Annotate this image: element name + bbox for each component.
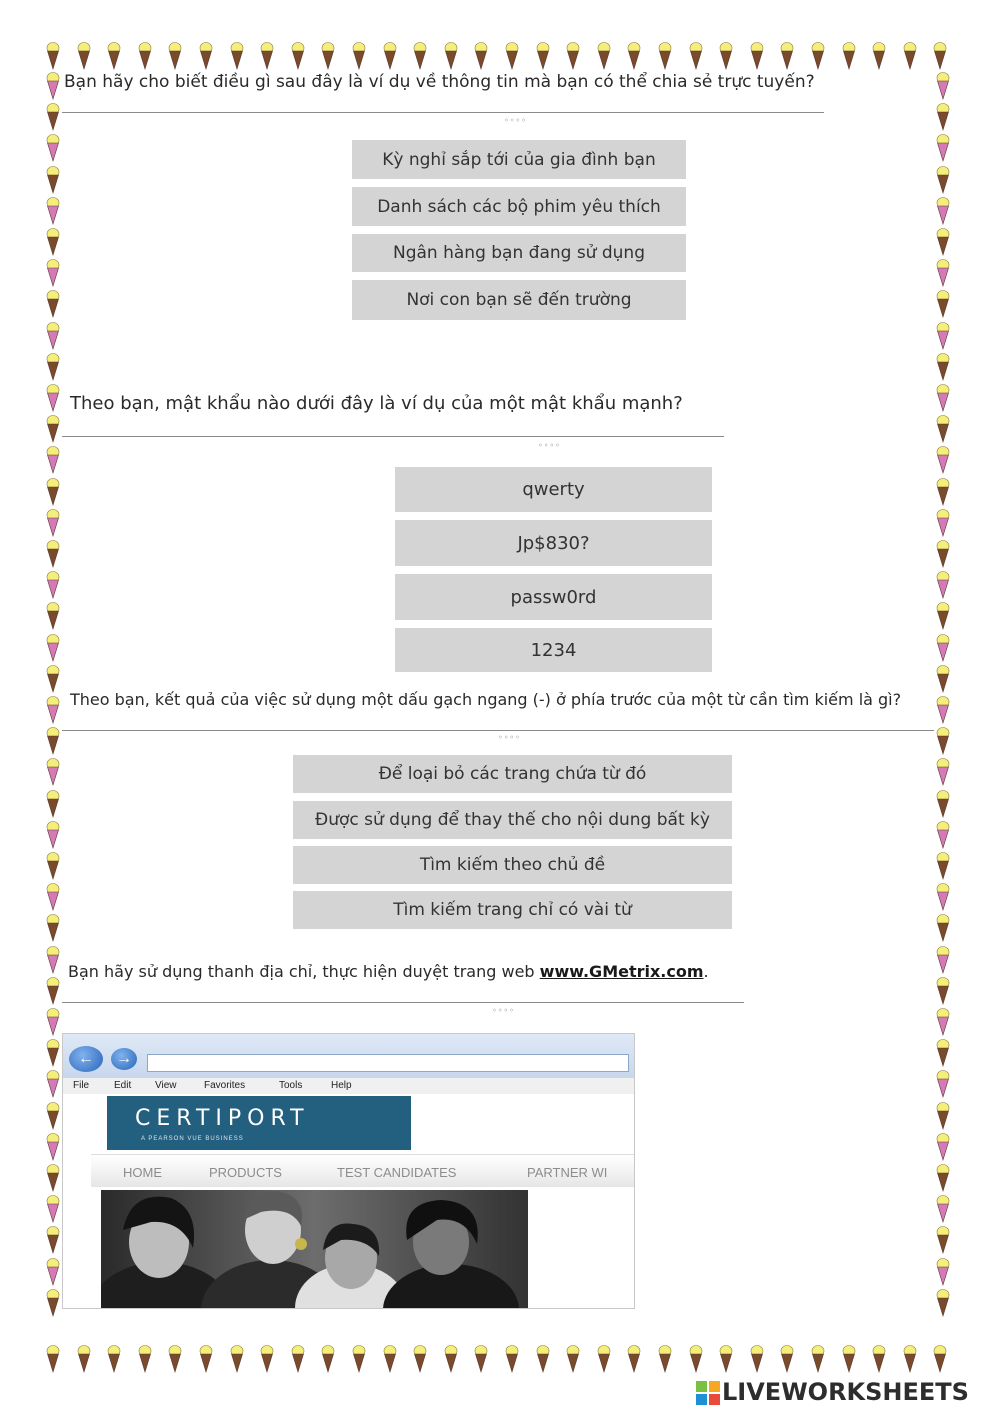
ice-cream-cone-icon [260, 42, 274, 70]
ice-cream-cone-icon [291, 42, 305, 70]
question-4-suffix: . [703, 962, 709, 981]
ice-cream-cone-icon [474, 1345, 488, 1373]
ice-cream-cone-icon [936, 1195, 950, 1223]
ice-cream-cone-icon [505, 42, 519, 70]
question-2-answer-line [62, 436, 724, 437]
ice-cream-cone-icon [936, 415, 950, 443]
ice-cream-cone-icon [936, 727, 950, 755]
question-2-option-3[interactable]: passw0rd [395, 574, 712, 620]
ice-cream-cone-icon [383, 42, 397, 70]
menu-help[interactable]: Help [331, 1080, 352, 1091]
ice-cream-cone-icon [46, 1258, 60, 1286]
ice-cream-cone-icon [46, 852, 60, 880]
question-3-option-3[interactable]: Tìm kiếm theo chủ đề [293, 846, 732, 884]
ice-cream-cone-icon [936, 166, 950, 194]
ice-cream-cone-icon [936, 478, 950, 506]
ice-cream-cone-icon [936, 540, 950, 568]
ice-cream-cone-icon [46, 259, 60, 287]
ice-cream-cone-icon [936, 1102, 950, 1130]
ice-cream-cone-icon [811, 1345, 825, 1373]
ice-cream-cone-icon [168, 1345, 182, 1373]
ice-cream-cone-icon [936, 197, 950, 225]
question-1-option-3[interactable]: Ngân hàng bạn đang sử dụng [352, 234, 686, 272]
ice-cream-cone-icon [46, 509, 60, 537]
ice-cream-cone-icon [46, 1195, 60, 1223]
ice-cream-cone-icon [474, 42, 488, 70]
ice-cream-cone-icon [46, 914, 60, 942]
ice-cream-cone-icon [230, 42, 244, 70]
ice-cream-cone-icon [46, 322, 60, 350]
ice-cream-cone-icon [936, 852, 950, 880]
ice-cream-cone-icon [46, 166, 60, 194]
ice-cream-cone-icon [46, 1070, 60, 1098]
ice-cream-cone-icon [936, 696, 950, 724]
ice-cream-cone-icon [199, 42, 213, 70]
ice-cream-cone-icon [77, 1345, 91, 1373]
ice-cream-cone-icon [46, 727, 60, 755]
ice-cream-cone-icon [627, 1345, 641, 1373]
ice-cream-cone-icon [842, 42, 856, 70]
ice-cream-cone-icon [936, 821, 950, 849]
nav-home[interactable]: HOME [123, 1165, 162, 1180]
ice-cream-cone-icon [46, 602, 60, 630]
ice-cream-cone-icon [230, 1345, 244, 1373]
question-3-answer-line [62, 730, 934, 731]
ice-cream-cone-icon [46, 758, 60, 786]
ice-cream-cone-icon [46, 1164, 60, 1192]
ice-cream-cone-icon [566, 42, 580, 70]
question-2-option-1[interactable]: qwerty [395, 467, 712, 512]
ice-cream-cone-icon [842, 1345, 856, 1373]
ice-cream-cone-icon [46, 1039, 60, 1067]
nav-partner[interactable]: PARTNER WI [527, 1165, 608, 1180]
question-1-option-4[interactable]: Nơi con bạn sẽ đến trường [352, 280, 686, 320]
ice-cream-cone-icon [936, 290, 950, 318]
ice-cream-cone-icon [719, 1345, 733, 1373]
menu-view[interactable]: View [155, 1080, 177, 1091]
ice-cream-cone-icon [933, 42, 947, 70]
ice-cream-cone-icon [658, 1345, 672, 1373]
ice-cream-cone-icon [321, 1345, 335, 1373]
ice-cream-cone-icon [46, 1102, 60, 1130]
ice-cream-cone-icon [536, 1345, 550, 1373]
ice-cream-cone-icon [566, 1345, 580, 1373]
ice-cream-cone-icon [597, 42, 611, 70]
question-2-dots: ◦◦◦◦ [538, 441, 561, 450]
ice-cream-cone-icon [168, 42, 182, 70]
certiport-logo: CERTIPORT A PEARSON VUE BUSINESS [107, 1096, 411, 1150]
ice-cream-cone-icon [46, 634, 60, 662]
menu-tools[interactable]: Tools [279, 1080, 303, 1091]
ice-cream-cone-icon [936, 1164, 950, 1192]
ice-cream-cone-icon [903, 1345, 917, 1373]
ice-cream-cone-icon [46, 72, 60, 100]
ice-cream-cone-icon [46, 134, 60, 162]
ice-cream-cone-icon [46, 1226, 60, 1254]
ice-cream-cone-icon [933, 1345, 947, 1373]
ice-cream-cone-icon [199, 1345, 213, 1373]
ice-cream-cone-icon [444, 1345, 458, 1373]
ice-cream-cone-icon [936, 977, 950, 1005]
ice-cream-cone-icon [46, 478, 60, 506]
ice-cream-cone-icon [936, 758, 950, 786]
ice-cream-cone-icon [46, 790, 60, 818]
ice-cream-cone-icon [46, 883, 60, 911]
ice-cream-cone-icon [260, 1345, 274, 1373]
question-2-text: Theo bạn, mật khẩu nào dưới đây là ví dụ của một mật khẩu mạnh? [70, 393, 683, 414]
question-4-answer-line [62, 1002, 744, 1003]
liveworksheets-logo-text: LIVEWORKSHEETS [722, 1378, 969, 1406]
question-1-answer-line [62, 112, 824, 113]
ice-cream-cone-icon [903, 42, 917, 70]
ice-cream-cone-icon [936, 914, 950, 942]
forward-arrow-icon[interactable]: → [111, 1048, 137, 1070]
ice-cream-cone-icon [46, 103, 60, 131]
ice-cream-cone-icon [811, 42, 825, 70]
ice-cream-cone-icon [107, 1345, 121, 1373]
question-3-option-2[interactable]: Được sử dụng để thay thế cho nội dung bất kỳ [293, 801, 732, 839]
ice-cream-cone-icon [936, 571, 950, 599]
ice-cream-cone-icon [46, 1289, 60, 1317]
ice-cream-cone-icon [936, 446, 950, 474]
ice-cream-cone-icon [505, 1345, 519, 1373]
question-1-option-1[interactable]: Kỳ nghỉ sắp tới của gia đình bạn [352, 140, 686, 179]
liveworksheets-logo [696, 1376, 992, 1408]
ice-cream-cone-icon [46, 353, 60, 381]
ice-cream-cone-icon [936, 1133, 950, 1161]
nav-products[interactable]: PRODUCTS [209, 1165, 282, 1180]
question-3-option-1[interactable]: Để loại bỏ các trang chứa từ đó [293, 755, 732, 793]
menu-favorites[interactable]: Favorites [204, 1080, 246, 1091]
ice-cream-cone-icon [750, 42, 764, 70]
ice-cream-cone-icon [46, 821, 60, 849]
back-arrow-icon[interactable]: ← [69, 1046, 103, 1072]
question-1-dots: ◦◦◦◦ [504, 116, 527, 125]
ice-cream-cone-icon [138, 42, 152, 70]
ice-cream-cone-icon [46, 1008, 60, 1036]
ice-cream-cone-icon [321, 42, 335, 70]
question-3-text: Theo bạn, kết quả của việc sử dụng một dấu gạch ngang (-) ở phía trước của một từ cần tìm kiếm là gì? [70, 690, 902, 709]
ice-cream-cone-icon [936, 790, 950, 818]
site-navigation [91, 1154, 634, 1187]
ice-cream-cone-icon [750, 1345, 764, 1373]
ice-cream-cone-icon [936, 72, 950, 100]
ice-cream-cone-icon [291, 1345, 305, 1373]
liveworksheets-logo-icon [696, 1381, 720, 1405]
ice-cream-cone-icon [936, 322, 950, 350]
question-2-option-4[interactable]: 1234 [395, 628, 712, 672]
students-photo [101, 1190, 528, 1308]
ice-cream-cone-icon [936, 353, 950, 381]
ice-cream-cone-icon [719, 42, 733, 70]
ice-cream-cone-icon [936, 509, 950, 537]
ice-cream-cone-icon [46, 290, 60, 318]
ice-cream-cone-icon [46, 197, 60, 225]
ice-cream-cone-icon [444, 42, 458, 70]
ice-cream-cone-icon [383, 1345, 397, 1373]
ice-cream-cone-icon [936, 883, 950, 911]
ice-cream-cone-icon [46, 42, 60, 70]
ice-cream-cone-icon [46, 384, 60, 412]
ice-cream-cone-icon [536, 42, 550, 70]
question-1-option-2[interactable]: Danh sách các bộ phim yêu thích [352, 187, 686, 226]
ice-cream-cone-icon [46, 696, 60, 724]
ice-cream-cone-icon [936, 1039, 950, 1067]
browser-menubar [63, 1078, 634, 1094]
ice-cream-cone-icon [46, 977, 60, 1005]
ice-cream-cone-icon [46, 540, 60, 568]
ice-cream-cone-icon [936, 1258, 950, 1286]
browser-toolbar [63, 1034, 634, 1078]
ice-cream-cone-icon [936, 103, 950, 131]
ice-cream-cone-icon [413, 42, 427, 70]
browser-screenshot [62, 1033, 635, 1309]
ice-cream-cone-icon [936, 665, 950, 693]
ice-cream-cone-icon [352, 1345, 366, 1373]
ice-cream-cone-icon [936, 634, 950, 662]
ice-cream-cone-icon [689, 1345, 703, 1373]
question-3-option-4[interactable]: Tìm kiếm trang chỉ có vài từ [293, 891, 732, 929]
ice-cream-cone-icon [936, 946, 950, 974]
ice-cream-cone-icon [46, 228, 60, 256]
ice-cream-cone-icon [936, 228, 950, 256]
ice-cream-cone-icon [77, 42, 91, 70]
ice-cream-cone-icon [46, 415, 60, 443]
ice-cream-cone-icon [936, 1070, 950, 1098]
ice-cream-cone-icon [138, 1345, 152, 1373]
ice-cream-cone-icon [107, 42, 121, 70]
ice-cream-cone-icon [780, 1345, 794, 1373]
ice-cream-cone-icon [780, 42, 794, 70]
address-bar[interactable] [147, 1054, 629, 1072]
ice-cream-cone-icon [936, 259, 950, 287]
gmetrix-link[interactable]: www.GMetrix.com [539, 962, 704, 981]
question-2-option-2[interactable]: Jp$830? [395, 520, 712, 566]
ice-cream-cone-icon [936, 1008, 950, 1036]
question-4-text [68, 962, 709, 981]
question-3-dots: ◦◦◦◦ [498, 733, 521, 742]
ice-cream-cone-icon [46, 665, 60, 693]
ice-cream-cone-icon [936, 134, 950, 162]
ice-cream-cone-icon [46, 1345, 60, 1373]
ice-cream-cone-icon [936, 1226, 950, 1254]
ice-cream-cone-icon [46, 446, 60, 474]
ice-cream-cone-icon [936, 384, 950, 412]
ice-cream-cone-icon [936, 1289, 950, 1317]
menu-edit[interactable]: Edit [114, 1080, 132, 1091]
menu-file[interactable]: File [73, 1080, 90, 1091]
ice-cream-cone-icon [352, 42, 366, 70]
ice-cream-cone-icon [627, 42, 641, 70]
ice-cream-cone-icon [936, 602, 950, 630]
ice-cream-cone-icon [658, 42, 672, 70]
nav-test-candidates[interactable]: TEST CANDIDATES [337, 1165, 457, 1180]
question-4-dots: ◦◦◦◦ [492, 1006, 515, 1015]
ice-cream-cone-icon [872, 42, 886, 70]
ice-cream-cone-icon [46, 946, 60, 974]
ice-cream-cone-icon [46, 1133, 60, 1161]
ice-cream-cone-icon [689, 42, 703, 70]
question-1-text: Bạn hãy cho biết điều gì sau đây là ví dụ về thông tin mà bạn có thể chia sẻ trực tuyến? [64, 72, 815, 92]
question-4-prefix: Bạn hãy sử dụng thanh địa chỉ, thực hiện duyệt trang web [68, 962, 540, 981]
ice-cream-cone-icon [413, 1345, 427, 1373]
ice-cream-cone-icon [46, 571, 60, 599]
ice-cream-cone-icon [872, 1345, 886, 1373]
ice-cream-cone-icon [597, 1345, 611, 1373]
